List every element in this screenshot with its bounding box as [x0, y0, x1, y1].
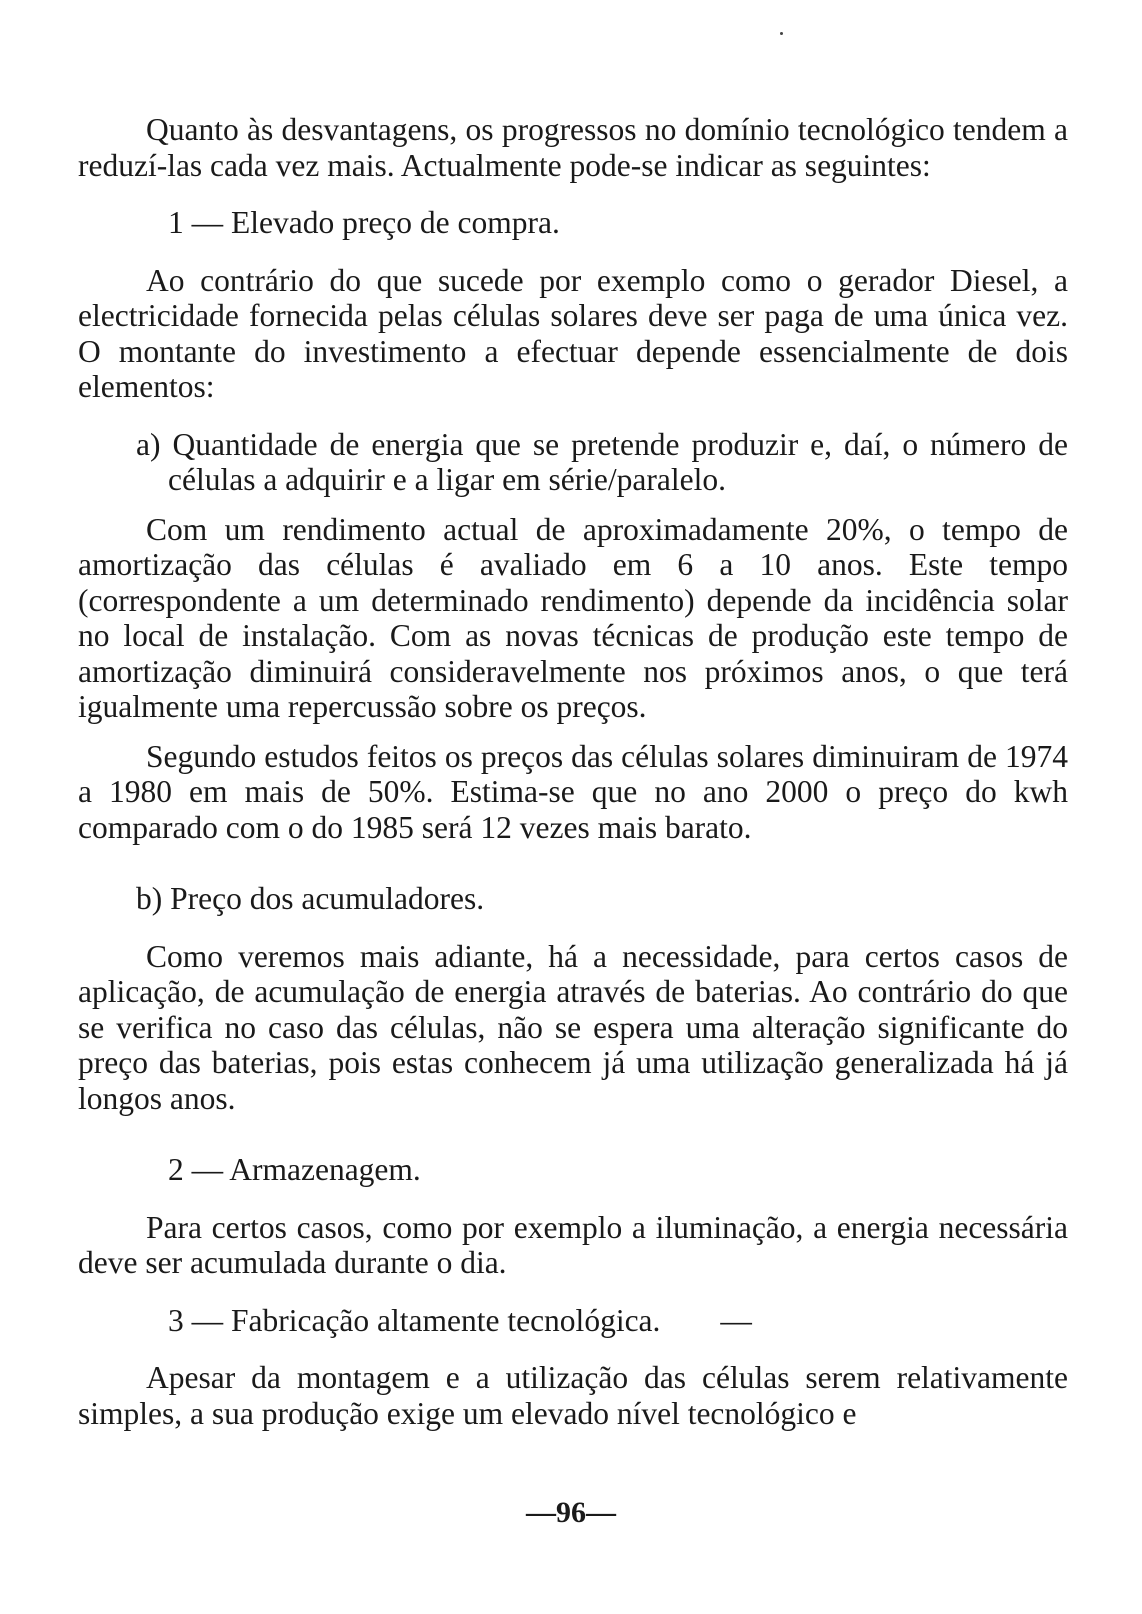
paragraph-batteries: Como veremos mais adiante, há a necessidade, para certos casos de aplicação, de acumulação de energia através de baterias. Ao contrário do que se verifica no caso das células, não se espera uma alteração significante do preço das baterias, pois estas conhecem já uma utilização generalizada há já longos anos.	[78, 938, 1068, 1116]
body-text	[78, 112, 1068, 1431]
paragraph-production: Apesar da montagem e a utilização das células serem relativamente simples, a sua produção exige um elevado nível tecnológico e	[78, 1360, 1068, 1431]
paragraph-disadvantages: Quanto às desvantagens, os progressos no domínio tecnológico tendem a reduzí-las cada vez mais. Actualmente pode-se indicar as seguintes:	[78, 112, 1068, 183]
paragraph-price: Ao contrário do que sucede por exemplo como o gerador Diesel, a electricidade fornecida pelas células solares deve ser paga de uma única vez. O montante do investimento a efectuar depende essencialmente de dois elementos:	[78, 262, 1068, 404]
item-3-heading	[78, 1303, 1068, 1339]
print-speck	[780, 32, 783, 35]
page-number: —96—	[526, 1496, 616, 1529]
item-2-heading: 2 — Armazenagem.	[168, 1152, 421, 1187]
item-3-label: 3 — Fabricação altamente tecnológica.	[168, 1302, 661, 1338]
item-3-dash: —	[720, 1302, 752, 1338]
item-a: a) Quantidade de energia que se pretende produzir e, daí, o número de células a adquirir e a ligar em série/paralelo.	[136, 426, 1068, 497]
item-b: b) Preço dos acumuladores.	[136, 881, 485, 916]
paragraph-amortization: Com um rendimento actual de aproximadamente 20%, o tempo de amortização das células é avaliado em 6 a 10 anos. Este tempo (correspondente a um determinado rendimento) depende da incidência solar no local de instalação. Com as novas técnicas de produção este tempo de amortização diminuirá consideravelmente nos próximos anos, o que terá igualmente uma repercussão sobre os preços.	[78, 511, 1068, 724]
item-1-heading: 1 — Elevado preço de compra.	[168, 205, 560, 240]
paragraph-price-trend: Segundo estudos feitos os preços das células solares diminuiram de 1974 a 1980 em mais de 50%. Estima-se que no ano 2000 o preço do kwh comparado com o do 1985 será 12 vezes mais barato.	[78, 738, 1068, 845]
paragraph-storage: Para certos casos, como por exemplo a iluminação, a energia necessária deve ser acumulada durante o dia.	[78, 1209, 1068, 1280]
